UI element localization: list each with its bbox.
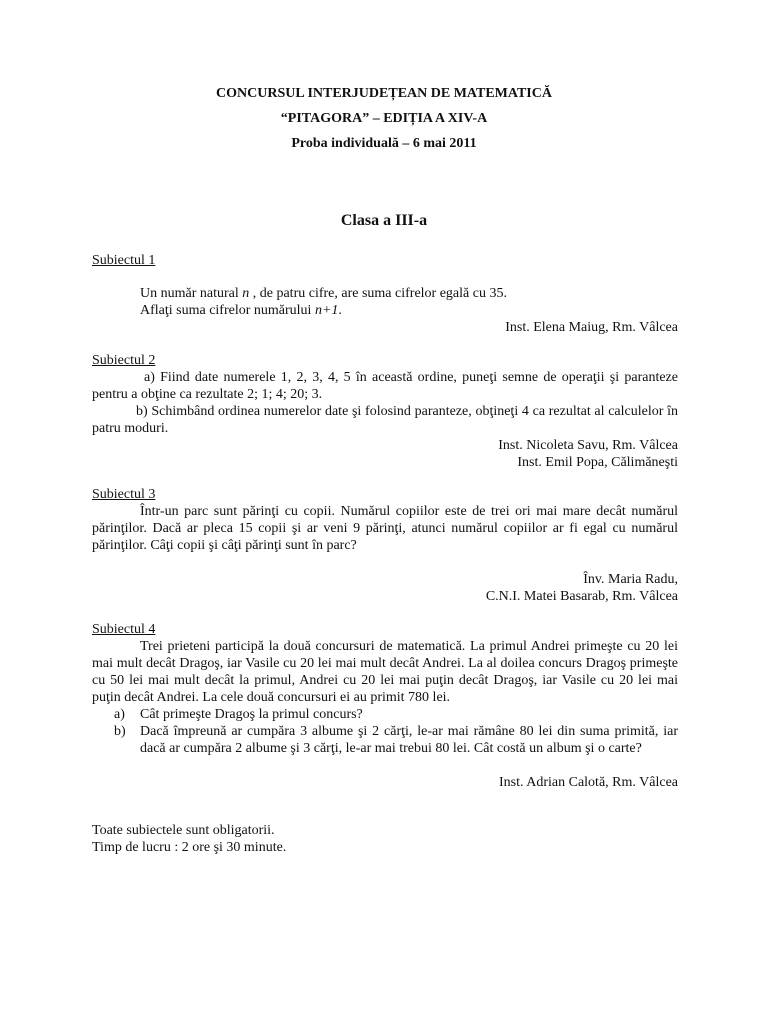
var-n: n bbox=[242, 286, 250, 301]
contest-edition: “PITAGORA” – EDIȚIA A XIV-A bbox=[280, 111, 488, 126]
subject-2-part-a: a) Fiind date numerele 1, 2, 3, 4, 5 în această ordine, puneţi semne de operaţii şi paranteze pentru a obţine ca rezultate 2; 1; 4; 20; 3. bbox=[92, 370, 678, 402]
subject-3-author-1: Înv. Maria Radu, bbox=[583, 572, 678, 587]
subject-1-author: Inst. Elena Maiug, Rm. Vâlcea bbox=[505, 320, 678, 335]
footer-line-2: Timp de lucru : 2 ore şi 30 minute. bbox=[92, 840, 287, 855]
subject-2-author-2: Inst. Emil Popa, Călimăneşti bbox=[517, 455, 678, 470]
subject-1 bbox=[92, 252, 678, 336]
class-title: Clasa a III-a bbox=[340, 212, 428, 229]
contest-date: Proba individuală – 6 mai 2011 bbox=[291, 136, 477, 151]
subject-1-line-2: Aflaţi suma cifrelor numărului n+1. bbox=[140, 303, 342, 318]
contest-name: CONCURSUL INTERJUDEȚEAN DE MATEMATICĂ bbox=[216, 86, 552, 101]
subject-2-part-b: b) Schimbând ordinea numerelor date şi folosind paranteze, obţineţi 4 ca rezultat al calculelor în patru moduri. bbox=[92, 404, 678, 436]
subject-4-title: Subiectul 4 bbox=[92, 622, 156, 637]
subject-4-questions bbox=[92, 706, 678, 757]
subject-2-author-1: Inst. Nicoleta Savu, Rm. Vâlcea bbox=[498, 438, 678, 453]
subject-2 bbox=[92, 352, 678, 471]
exam-footer bbox=[92, 822, 678, 856]
subject-4-author: Inst. Adrian Calotă, Rm. Vâlcea bbox=[499, 775, 678, 790]
exam-header bbox=[0, 85, 768, 160]
subject-1-title: Subiectul 1 bbox=[92, 253, 156, 268]
subject-3-title: Subiectul 3 bbox=[92, 487, 156, 502]
subject-3-author-2: C.N.I. Matei Basarab, Rm. Vâlcea bbox=[485, 589, 678, 604]
subject-4-text: Trei prieteni participă la două concursuri de matematică. La primul Andrei primeşte cu 20 lei mai mult decât Dragoş, iar Vasile cu 20 lei mai mult decât Andrei. La al doilea concurs Dragoş primeşte cu 50 lei mai mult decât la primul, Andrei cu 20 lei mai puţin decât Dragoş, iar Vasile cu 20 lei mai puţin decât Andrei. La cele două concursuri ei au primit 780 lei. bbox=[92, 639, 678, 705]
subject-4-question-b: b) Dacă împreună ar cumpăra 3 albume şi 2 cărţi, le-ar mai rămâne 80 lei din suma primită, iar dacă ar cumpăra 2 albume şi 3 cărţi, le-ar mai trebui 80 lei. Cât costă un album şi o carte? bbox=[114, 724, 678, 756]
subject-3 bbox=[92, 486, 678, 605]
subject-2-title: Subiectul 2 bbox=[92, 353, 156, 368]
subject-4 bbox=[92, 621, 678, 791]
footer-line-1: Toate subiectele sunt obligatorii. bbox=[92, 823, 275, 838]
subject-1-line-1: Un număr natural n , de patru cifre, are suma cifrelor egală cu 35. bbox=[140, 286, 507, 301]
subject-3-text: Într-un parc sunt părinţi cu copii. Numărul copiilor este de trei ori mai mare decât numărul părinţilor. Dacă ar pleca 15 copii şi ar veni 9 părinţi, atunci numărul copiilor ar fi egal cu numărul părinţilor. Câţi copii şi câţi părinţi sunt în parc? bbox=[92, 504, 678, 553]
subject-4-question-a: a) Cât primeşte Dragoş la primul concurs? bbox=[114, 707, 363, 722]
var-n-plus-1: n+1 bbox=[314, 303, 339, 318]
